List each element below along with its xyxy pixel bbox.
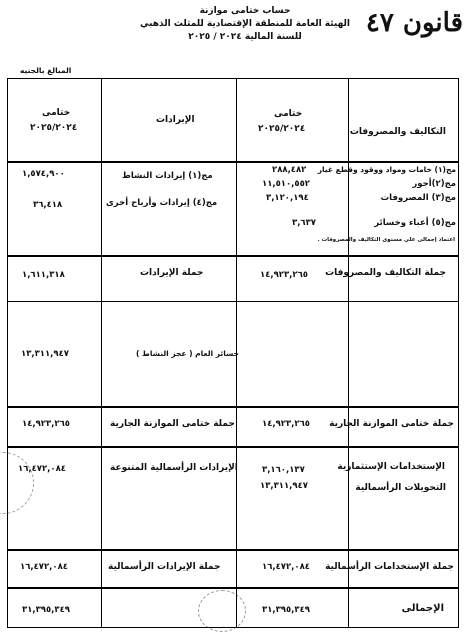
expenses-column-header: التكاليف والمصروفات xyxy=(349,127,446,137)
capital-transfers-value: ١٣,٣١١,٩٤٧ xyxy=(260,481,308,491)
eagle-seal-icon xyxy=(198,590,246,632)
expense-item-5-value: ٣,٦٣٧ xyxy=(292,218,316,228)
law-stamp: قانون ٤٧ xyxy=(365,8,463,38)
budget-table xyxy=(7,78,459,628)
expense-item-5-label: مج(٥) أعباء وخسائر xyxy=(374,218,456,228)
capital-revenues-total-label: جملة الإيرادات الرأسمالية xyxy=(108,562,221,572)
grand-total-revenues-value: ٣١,٣٩٥,٣٤٩ xyxy=(22,605,70,615)
revenue-item-4-value: ٣٦,٤١٨ xyxy=(33,200,63,210)
capital-revenues-value: ١٦,٤٧٢,٠٨٤ xyxy=(18,464,66,474)
expense-item-2-value: ١١,٥١٠,٥٥٢ xyxy=(262,179,310,189)
revenues-total-value: ١,٦١١,٣١٨ xyxy=(22,270,65,280)
capital-revenues-total-value: ١٦,٤٧٢,٠٨٤ xyxy=(20,562,68,572)
current-budget-revenues-label: جملة ختامى الموازنة الجارية xyxy=(110,419,235,429)
investment-uses-label: الإستخدامات الإستثمارية xyxy=(337,462,445,472)
revenues-column-header: الإيرادات xyxy=(156,115,195,125)
expense-item-3-value: ٣,١٢٠,١٩٤ xyxy=(266,193,309,203)
grand-total-label: الإجمالى xyxy=(401,603,444,614)
header-title: حساب ختامى موازنة xyxy=(199,6,291,16)
revenue-item-4-label: مج(٤) إيرادات وأرباح أخرى xyxy=(106,198,218,208)
current-budget-revenues-value: ١٤,٩٢٣,٢٦٥ xyxy=(22,419,70,429)
capital-uses-total-value: ١٦,٤٧٢,٠٨٤ xyxy=(262,562,310,572)
header-fiscal-year: للسنة المالية ٢٠٢٤ / ٢٠٢٥ xyxy=(188,32,302,42)
header-organization: الهيئة العامة للمنطقة الإقتصادية للمثلث الذهبي xyxy=(140,19,350,29)
current-budget-expenses-value: ١٤,٩٢٣,٢٦٥ xyxy=(262,419,310,429)
expenses-final-year: ٢٠٢٥/٢٠٢٤ xyxy=(258,124,306,134)
expenses-final-header: ختامى xyxy=(274,109,303,119)
expense-item-1-label: مج(١) خامات ومواد ووقود وقطع غيار xyxy=(317,165,456,174)
investment-uses-value: ٣,١٦٠,١٣٧ xyxy=(262,465,305,475)
expenses-footnote: اعتماد إجمالى على مستوى التكاليف والمصروفات . xyxy=(317,237,455,243)
amounts-note: المبالغ بالجنيه xyxy=(20,66,72,75)
current-budget-expenses-label: جملة ختامى الموازنة الجارية xyxy=(329,419,454,429)
capital-transfers-label: التحويلات الرأسمالية xyxy=(355,483,446,493)
expense-item-1-value: ٢٨٨,٤٨٢ xyxy=(272,165,307,175)
expenses-total-value: ١٤,٩٢٣,٢٦٥ xyxy=(260,270,308,280)
grand-total-expenses-value: ٣١,٣٩٥,٣٤٩ xyxy=(262,605,310,615)
document-header xyxy=(130,5,360,44)
revenues-total-label: جملة الإيرادات xyxy=(140,268,204,278)
revenues-final-year: ٢٠٢٥/٢٠٢٤ xyxy=(30,123,78,133)
revenues-final-header: ختامى xyxy=(42,108,71,118)
capital-revenues-label: الإيرادات الرأسمالية المتنوعة xyxy=(110,463,238,473)
expenses-total-label: جملة التكاليف والمصروفات xyxy=(325,268,446,278)
revenue-item-1-value: ١,٥٧٤,٩٠٠ xyxy=(22,169,65,179)
deficit-value: ١٣,٣١١,٩٤٧ xyxy=(21,349,69,359)
deficit-label: خسائر العام ( عجز النشاط ) xyxy=(136,349,240,358)
revenue-item-1-label: مج(١) إيرادات النشاط xyxy=(122,171,213,181)
expense-item-3-label: مج(٣) المصروفات xyxy=(380,193,456,203)
expense-item-2-label: مج(٢)أجور xyxy=(412,179,456,189)
capital-uses-total-label: جملة الإستخدامات الرأسمالية xyxy=(325,562,454,572)
